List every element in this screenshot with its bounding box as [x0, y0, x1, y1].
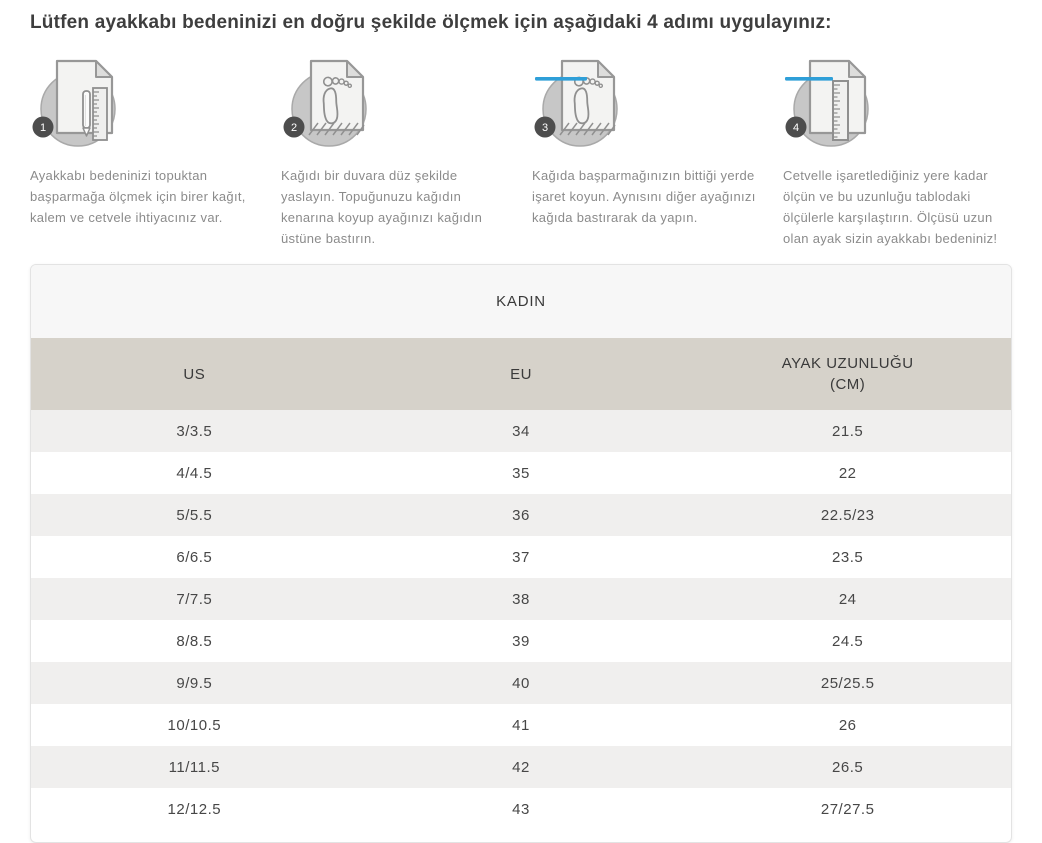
footprint-on-paper-icon [281, 122, 381, 154]
size-cell: 25/25.5 [684, 662, 1011, 704]
column-header-foot-length: AYAK UZUNLUĞU (CM) [684, 338, 1011, 410]
step-description-1: Ayakkabı bedeninizi topuktan başparmağa ölçmek için birer kağıt, kalem ve cetvele ihtiyacınız var. [30, 168, 246, 225]
step-number-badge [535, 117, 556, 138]
size-cell: 3/3.5 [31, 410, 358, 452]
step-item-4 [783, 58, 1012, 248]
table-row [31, 662, 1011, 704]
size-cell: 40 [358, 662, 685, 704]
size-table [31, 265, 1011, 830]
table-row [31, 452, 1011, 494]
step-item-3 [532, 58, 761, 248]
size-cell: 23.5 [684, 536, 1011, 578]
size-cell: 41 [358, 704, 685, 746]
size-cell: 5/5.5 [31, 494, 358, 536]
column-header-eu: EU [358, 338, 685, 410]
size-cell: 11/11.5 [31, 746, 358, 788]
step-number-badge [284, 117, 305, 138]
step-number-badge [33, 117, 54, 138]
table-row [31, 578, 1011, 620]
step-item-1 [30, 58, 259, 248]
size-table-container [30, 264, 1012, 843]
measurement-steps [30, 58, 1012, 248]
table-row [31, 704, 1011, 746]
size-table-body [31, 410, 1011, 830]
size-cell: 9/9.5 [31, 662, 358, 704]
size-cell: 27/27.5 [684, 788, 1011, 830]
page-title: Lütfen ayakkabı bedeninizi en doğru şekilde ölçmek için aşağıdaki 4 adımı uygulayınız: [30, 12, 832, 33]
size-cell: 26 [684, 704, 1011, 746]
table-row [31, 788, 1011, 830]
size-cell: 34 [358, 410, 685, 452]
size-cell: 22.5/23 [684, 494, 1011, 536]
size-cell: 39 [358, 620, 685, 662]
table-row [31, 620, 1011, 662]
size-cell: 35 [358, 452, 685, 494]
size-cell: 24.5 [684, 620, 1011, 662]
size-cell: 10/10.5 [31, 704, 358, 746]
table-row [31, 746, 1011, 788]
svg-text:2: 2 [290, 122, 298, 134]
step-number-badge [786, 117, 807, 138]
group-header-kadin: KADIN [31, 265, 1011, 338]
step-description-3: Kağıda başparmağınızın bittiği yerde işaret koyun. Aynısını diğer ayağınızı kağıda bastırarak da yapın. [532, 168, 756, 225]
size-cell: 43 [358, 788, 685, 830]
size-cell: 26.5 [684, 746, 1011, 788]
svg-text:1: 1 [39, 122, 47, 134]
size-cell: 38 [358, 578, 685, 620]
step-item-2 [281, 58, 510, 248]
size-cell: 21.5 [684, 410, 1011, 452]
table-row [31, 494, 1011, 536]
size-cell: 42 [358, 746, 685, 788]
table-column-header-row [31, 338, 1011, 410]
toe-mark-line [535, 77, 587, 81]
size-cell: 36 [358, 494, 685, 536]
size-cell: 12/12.5 [31, 788, 358, 830]
svg-text:4: 4 [792, 122, 800, 134]
table-row [31, 536, 1011, 578]
paper-pencil-ruler-icon [30, 122, 130, 154]
footprint-marked-icon [532, 122, 632, 154]
size-cell: 7/7.5 [31, 578, 358, 620]
size-cell: 8/8.5 [31, 620, 358, 662]
size-cell: 37 [358, 536, 685, 578]
step-description-4: Cetvelle işaretlediğiniz yere kadar ölçün ve bu uzunluğu tablodaki ölçülerle karşılaştırın. Ölçüsü uzun olan ayak sizin ayakkabı bedeniniz! [783, 168, 998, 246]
step-description-2: Kağıdı bir duvara düz şekilde yaslayın. Topuğunuzu kağıdın kenarına koyup ayağınızı kağıdın üstüne bastırın. [281, 168, 483, 246]
table-row [31, 410, 1011, 452]
toe-mark-line [785, 77, 833, 81]
table-group-header-row [31, 265, 1011, 338]
size-cell: 4/4.5 [31, 452, 358, 494]
size-cell: 24 [684, 578, 1011, 620]
column-header-us: US [31, 338, 358, 410]
svg-text:3: 3 [541, 122, 549, 134]
ruler-measure-icon [783, 122, 883, 154]
size-cell: 6/6.5 [31, 536, 358, 578]
size-cell: 22 [684, 452, 1011, 494]
